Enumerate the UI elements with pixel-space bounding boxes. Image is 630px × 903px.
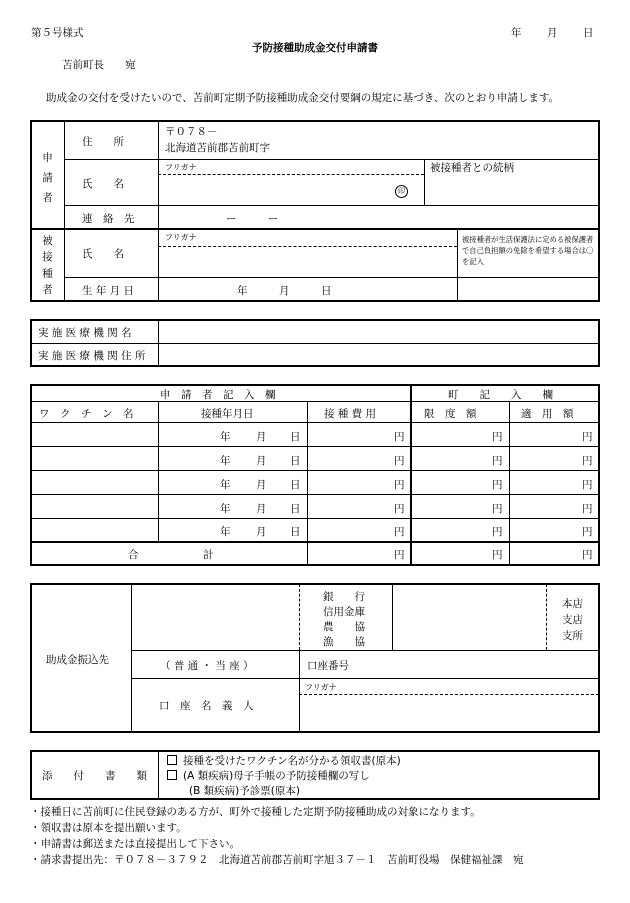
document-title: 予防接種助成金交付申請書 — [252, 42, 378, 54]
attachment-item[interactable]: 接種を受けたワクチン名が分かる領収書(原本) — [167, 753, 401, 768]
date-month: 月 — [547, 27, 558, 39]
branch-branch[interactable]: 支店 — [562, 614, 583, 626]
date-day: 日 — [583, 27, 594, 39]
attachment-item: (B 類疾病)予診票(原本) — [189, 785, 300, 797]
branch-sub[interactable]: 支所 — [562, 630, 583, 642]
attachments-label: 添 付 書 類 — [42, 770, 147, 782]
institution-name-label: 実 施 医 療 機 関 名 — [38, 327, 132, 339]
checkbox-icon — [167, 770, 177, 780]
note-line: ・領収書は原本を提出願います。 — [30, 822, 187, 834]
recipient-section-label: 被 接 種 者 — [42, 234, 53, 297]
contact-label: 連 絡 先 — [82, 213, 135, 225]
col-vaccine-header: ワ ク チ ン 名 — [39, 408, 134, 420]
col-limit-header: 限 度 額 — [424, 408, 477, 420]
applicant-name-label: 氏 名 — [82, 178, 124, 190]
bank-type-agri[interactable]: 農 協 — [323, 621, 365, 633]
relation-label: 被接種者との続柄 — [430, 162, 514, 174]
account-type[interactable]: （ 普 通 ・ 当 座 ） — [160, 660, 254, 672]
contact-value[interactable]: ー ー — [226, 213, 279, 225]
addressee: 苫前町長 宛 — [62, 59, 136, 71]
address-label: 住 所 — [82, 136, 124, 148]
applicant-section-label: 申 請 者 — [42, 151, 53, 204]
recipient-name-label: 氏 名 — [82, 248, 124, 260]
account-number-label: 口座番号 — [307, 660, 349, 672]
applicant-furigana-label: フリガナ — [165, 163, 197, 172]
note-line: ・接種日に苫前町に住民登録のある方が、町外で接種した定期予防接種助成の対象になります。 — [30, 806, 481, 818]
holder-furigana-label: フリガナ — [305, 683, 337, 692]
recipient-furigana-label: フリガナ — [165, 233, 197, 242]
town-entry-header: 町 記 入 欄 — [448, 389, 553, 401]
institution-address-label: 実 施 医 療 機 関 住 所 — [38, 350, 146, 362]
branch-main[interactable]: 本店 — [562, 598, 583, 610]
col-applied-header: 適 用 額 — [521, 408, 574, 420]
date-year: 年 — [511, 27, 522, 39]
note-line: ・申請書は郵送または直接提出して下さい。 — [30, 838, 240, 850]
intro-text: 助成金の交付を受けたいので、苫前町定期予防接種助成金交付要綱の規定に基づき、次のとおり申請します。 — [46, 92, 560, 104]
attachment-item[interactable]: (A 類疾病)母子手帳の予防接種欄の写し — [167, 768, 370, 783]
address-value[interactable]: 北海道苫前郡苫前町字 — [165, 142, 270, 154]
bank-type-fish[interactable]: 漁 協 — [323, 636, 365, 648]
postal-code[interactable]: 〒０７８－ — [165, 126, 218, 138]
checkbox-icon — [167, 755, 177, 765]
col-date-header: 接種年月日 — [201, 408, 254, 420]
note-line: ・請求書提出先：〒０７８－３７９２ 北海道苫前郡苫前町字旭３７－１ 苫前町役場 保健福祉課 宛 — [30, 854, 524, 866]
seal-mark: 印 — [395, 184, 408, 198]
account-holder-label: 口 座 名 義 人 — [159, 700, 254, 712]
bank-label: 助成金振込先 — [46, 654, 109, 666]
bank-type-credit[interactable]: 信用金庫 — [323, 606, 365, 618]
birth-value[interactable]: 年 月 日 — [237, 285, 332, 297]
applicant-entry-header: 申 請 者 記 入 欄 — [160, 389, 276, 401]
form-number: 第５号様式 — [31, 27, 84, 39]
birth-label: 生 年 月 日 — [82, 285, 135, 297]
col-cost-header: 接 種 費 用 — [324, 408, 377, 420]
bank-type-bank[interactable]: 銀 行 — [323, 591, 365, 603]
welfare-note: 被接種者が生活保護法に定める被保護者で自己負担額の免除を希望する場合は〇を記入 — [462, 235, 594, 266]
